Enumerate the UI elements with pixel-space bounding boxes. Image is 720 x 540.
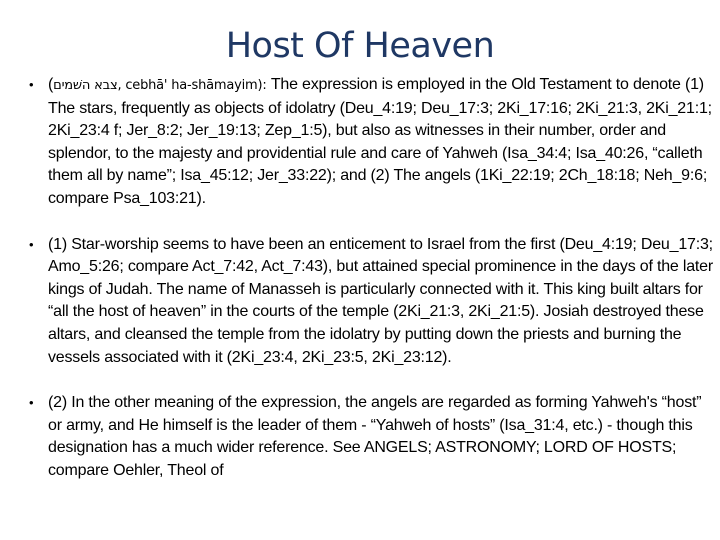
bullet-item-star-worship (0, 234, 720, 370)
bullet-marker: • (29, 77, 34, 92)
bullet-marker: • (29, 395, 34, 411)
transliteration: , cebhā' ha-shāmayim): (117, 78, 267, 93)
bullet-text: (1) Star-worship seems to have been an enticement to Israel from the first (Deu_4:19; Deu_17:3; Amo_5:26; compare Act_7:42, Act_7:43), but attained special prominence in the days of the later kings of Judah. The name of Manasseh is particularly connected with it. This king built altars for “all the host of heaven” in the courts of the temple (2Ki_21:3, 2Ki_21:5). Josiah destroyed these altars, and cleansed the temple from the idolatry by putting down the priests and burning the vessels associated with it (2Ki_23:4, 2Ki_23:5, 2Ki_23:12). (48, 235, 713, 366)
bullet-marker: • (29, 236, 34, 252)
paren-open: ( (48, 76, 54, 93)
slide-title: Host Of Heaven (225, 26, 495, 66)
bullet-item-definition (0, 74, 720, 211)
bullet-item-angels (0, 392, 720, 482)
bullet-text: (2) In the other meaning of the expression, the angels are regarded as forming Yahweh's “host” or army, and He himself is the leader of them - “Yahweh of hosts” (Isa_31:4, etc.) - though this designation has a much wider reference. See ANGELS; ASTRONOMY; LORD OF HOSTS; compare Oehler, Theol of (48, 394, 702, 479)
bullet-text: The expression is employed in the Old Testament to denote (1) The stars, frequently as objects of idolatry (Deu_4:19; Deu_17:3; 2Ki_17:16; 2Ki_21:3, 2Ki_21:1; 2Ki_23:4 f; Jer_8:2; Jer_19:13; Zep_1:5), but also as witnesses in their number, order and splendor, to the majesty and providential rule and care of Yahweh (Isa_34:4; Isa_40:26, “calleth them all by name”; Isa_45:12; Jer_33:22); and (2) The angels (1Ki_22:19; 2Ch_18:18; Neh_9:6; compare Psa_103:21). (48, 76, 712, 207)
bullet-list (0, 74, 720, 483)
hebrew-term: צבא השׁמים (53, 78, 118, 93)
